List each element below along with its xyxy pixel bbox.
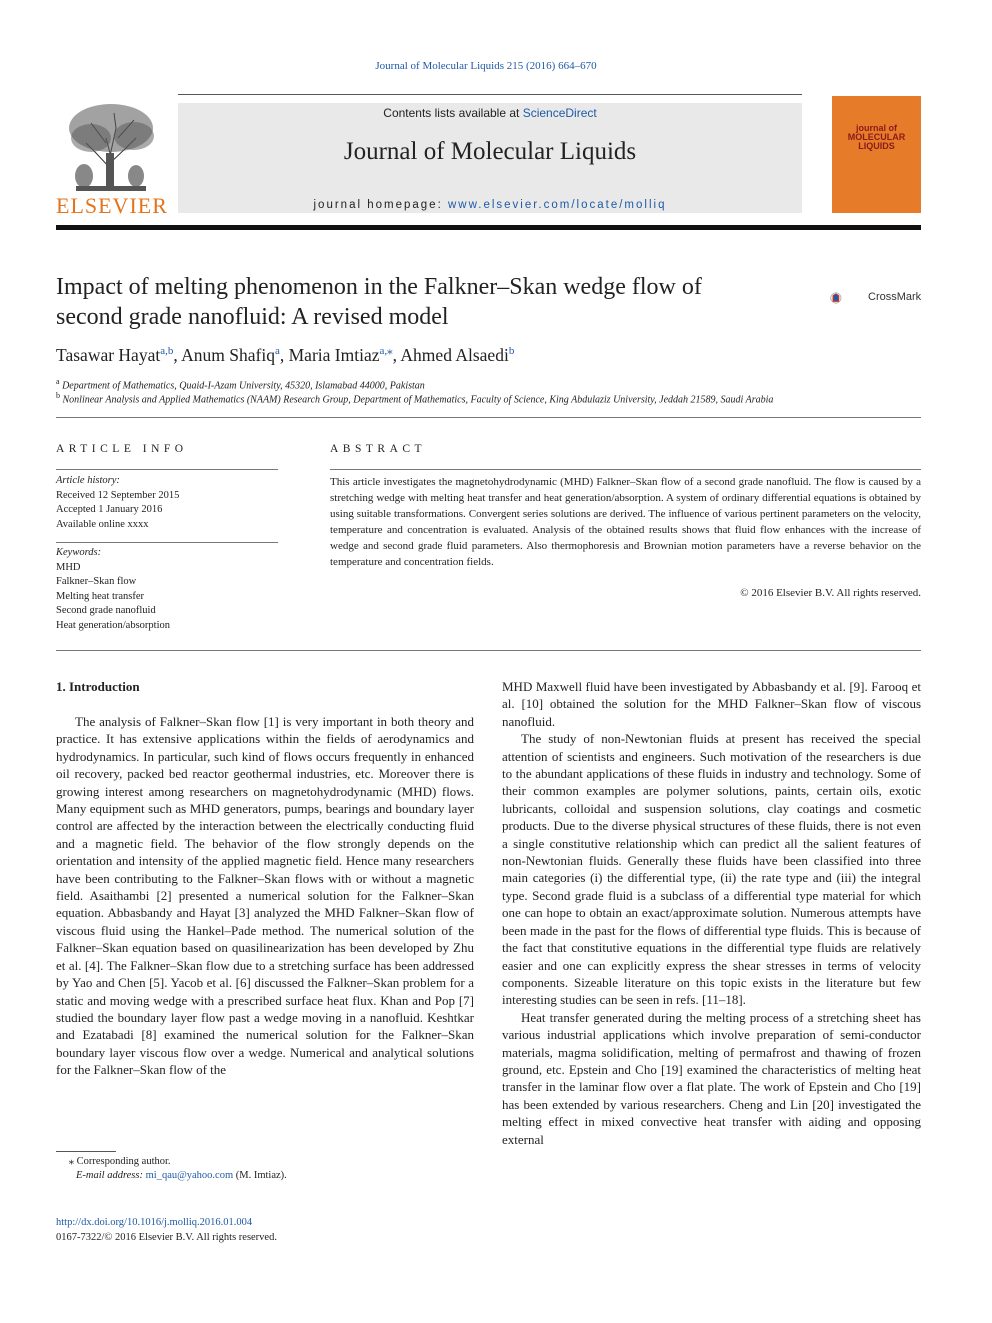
affiliation-rule — [56, 417, 921, 418]
body-right-column — [502, 678, 921, 1148]
homepage-prefix: journal homepage: — [313, 199, 448, 211]
affiliation-a — [56, 377, 425, 391]
body-separator-rule — [56, 650, 921, 651]
author-affiliation-marker[interactable]: a — [274, 345, 280, 357]
keyword: Second grade nanofluid — [56, 605, 156, 616]
affiliation-b — [56, 391, 773, 405]
affiliation-text: Nonlinear Analysis and Applied Mathematics (NAAM) Research Group, Department of Mathematics, Faculty of Science, King Abdulaziz University, Jeddah 21589, Saudi Arabia — [62, 394, 774, 406]
journal-citation[interactable]: Journal of Molecular Liquids 215 (2016) 664–670 — [375, 60, 597, 72]
email-link[interactable]: mi_qau@yahoo.com — [145, 1170, 234, 1181]
journal-cover-thumbnail[interactable] — [832, 96, 921, 213]
header-thick-rule — [56, 225, 921, 230]
body-paragraph: MHD Maxwell fluid have been investigated by Abbasbandy et al. [9]. Farooq et al. [10] obtained the solution for the MHD Falkner–Skan flow of viscous nanofluid. — [502, 679, 921, 729]
footnote-rule — [56, 1151, 116, 1152]
received-date: Received 12 September 2015 — [56, 489, 180, 501]
history-label: Article history: — [56, 475, 120, 486]
sciencedirect-link[interactable]: ScienceDirect — [522, 106, 597, 120]
body-paragraph: Heat transfer generated during the melting process of a stretching sheet has various industrial applications which involve preparation of semi-conductor materials, magma solidification, melting of permafrost and thawing of frozen ground, etc. Epstein and Cho [19] examined the characteristics of melting heat transfer in the laminar flow over a flat plate. The work of Epstein and Cho [19] has been extended by various researchers. Cheng and Lin [20] investigated the melting effect in mixed convective heat transfer with aiding and opposing external — [502, 1009, 921, 1147]
issn-line: 0167-7322/© 2016 Elsevier B.V. All rights reserved. — [56, 1232, 277, 1243]
crossmark-icon[interactable] — [830, 280, 866, 316]
body-paragraph: The analysis of Falkner–Skan flow [1] is very important in both theory and practice. It has extensive applications within the fields of aerodynamics and hydrodynamics. In particular, such kind of flows occurs frequently in enhanced oil recovery, packed bed reactor geothermal industries, etc. Moreover there is growing interest among researchers on magnetohydrodynamic (MHD) flows. Many equipment such as MHD generators, pumps, bearings and boundary layer control are affected by the interaction between the electrically conducting fluid and a magnetic field. The behavior of the flow strongly depends on the orientation and intensity of the applied magnetic field. Hence many researchers have been contributing to the Falkner–Skan flows with or without a magnetic field. Asaithambi [2] presented a numerical solution for the Falkner–Skan equation. Abbasbandy and Hayat [3] analyzed the MHD Falkner–Skan flow of viscous fluid using the Hankel–Pade method. The numerical solution of the Falkner–Skan equation based on quasilinearization has been developed by Zhu et al. [4]. The Falkner–Skan flow due to a stretching surface has been addressed by Yao and Chen [5]. Yacob et al. [6] discussed the Falkner–Skan problem for a static and moving wedge with a prescribed surface heat flux. Khan and Pop [7] studied the boundary layer flow past a wedge moving in a nanofluid. Keshtkar and Ezatabadi [8] examined the numerical solution for the Falkner–Skan boundary layer viscous flow over a wedge. Numerical and analytical solutions for the Falkner–Skan flow of the — [56, 714, 474, 1078]
body-paragraph: The study of non-Newtonian fluids at present has received the special attention of scientists and engineers. Such motivation of the researchers is due to the abundant applications of these fluids in industry and technology. Some of their common examples are polymer solutions, paints, certain oils, exotic lubricants, colloidal and suspension solutions, clay coatings and cosmetic products. Due to the diverse physical structures of these fluids, there is not even a single constitutive relationship which can predict all the salient features of non-Newtonian fluids. Generally these fluids have been classified into three main categories (i) the differential type, (ii) the rate type and (iii) the integral type. Second grade fluid is a subclass of a differential type material for which one can hope to obtain an exact/approximate solution. Numerous attempts have been made in the past for the flows of differential type fluids. This is because of the fact that constitutive equations in the differential type fluids are relatively easier and one can explicitly express the shear stresses in terms of velocity components. Sizeable literature on this topic exists in the literature but few interesting studies can be seen in refs. [11–18]. — [502, 731, 921, 1008]
accepted-date: Accepted 1 January 2016 — [56, 504, 163, 515]
author-affiliation-marker[interactable]: a,b — [160, 345, 174, 357]
abstract-rule — [330, 469, 921, 470]
abstract-text: This article investigates the magnetohydrodynamic (MHD) Falkner–Skan flow of a second grade nanofluid. The flow is caused by a stretching wedge with melting heat transfer and heat generation/absorption. A system of ordinary differential equations is obtained by using suitable transformations. Convergent series solutions are derived. The influence of various pertinent parameters on the velocity, temperature and concentration is evaluated. Analysis of the obtained results shows that fluid flow enhances with the increase of wedge and second grade fluid parameters. Also thermophoresis and Brownian motion parameters have a reverse behavior on the temperature and concentration fields. — [330, 476, 921, 568]
article-history — [56, 474, 179, 532]
article-info-rule — [56, 469, 278, 470]
keyword: Falkner–Skan flow — [56, 576, 137, 587]
affiliation-label: b — [56, 391, 60, 400]
keywords-label: Keywords: — [56, 547, 102, 558]
journal-title: Journal of Molecular Liquids — [343, 138, 637, 165]
email-suffix: (M. Imtiaz). — [233, 1170, 287, 1181]
email-label: E-mail address: — [76, 1170, 146, 1181]
author-name: Maria Imtiaz — [288, 344, 380, 365]
body-left-column — [56, 713, 474, 1079]
affiliation-label: a — [56, 377, 60, 386]
journal-homepage — [178, 199, 802, 211]
header-top-rule — [178, 94, 802, 95]
title-line-1: Impact of melting phenomenon in the Falkner–Skan wedge flow of — [56, 274, 702, 300]
corresponding-author-note — [56, 1155, 171, 1169]
cover-title: journal of MOLECULAR LIQUIDS — [847, 123, 906, 151]
author-affiliation-marker[interactable]: b — [508, 345, 515, 357]
email-note — [76, 1169, 287, 1183]
online-date: Available online xxxx — [56, 518, 149, 530]
title-line-2: second grade nanofluid: A revised model — [56, 304, 449, 330]
section-heading-introduction: 1. Introduction — [56, 679, 140, 694]
author-list: Tasawar Hayat$^{a,b}$, Anum Shafiq$^a$, Maria Imtiaz$^{a,⁎}$, Ahmed Alsaedi$^b$ — [56, 344, 515, 365]
keywords-block — [56, 546, 170, 633]
keyword: Melting heat transfer — [56, 590, 145, 602]
footnote-marker: ⁎ — [68, 1156, 74, 1167]
doi-link[interactable]: http://dx.doi.org/10.1016/j.molliq.2016.01.004 — [56, 1217, 253, 1228]
crossmark-label[interactable]: CrossMark — [868, 291, 922, 303]
author-name: Anum Shafiq — [181, 344, 275, 365]
article-title — [56, 272, 776, 332]
doi-block — [56, 1215, 277, 1245]
keyword: MHD — [56, 561, 81, 573]
author-name: Tasawar Hayat — [56, 344, 161, 365]
homepage-link[interactable]: www.elsevier.com/locate/molliq — [447, 199, 667, 211]
keyword: Heat generation/absorption — [56, 619, 171, 631]
affiliation-text: Department of Mathematics, Quaid-I-Azam University, 45320, Islamabad 44000, Pakistan — [62, 380, 425, 392]
author-affiliation-marker[interactable]: a,⁎ — [379, 345, 393, 357]
keywords-rule — [56, 542, 278, 543]
contents-line — [178, 106, 802, 120]
abstract-heading: ABSTRACT — [330, 443, 427, 455]
article-info-heading: ARTICLE INFO — [56, 443, 188, 455]
elsevier-wordmark: ELSEVIER — [56, 193, 168, 218]
corresponding-label: Corresponding author. — [76, 1156, 171, 1167]
contents-prefix: Contents lists available at — [383, 106, 523, 120]
abstract-copyright: © 2016 Elsevier B.V. All rights reserved. — [740, 587, 921, 599]
author-name: Ahmed Alsaedi — [400, 344, 509, 365]
